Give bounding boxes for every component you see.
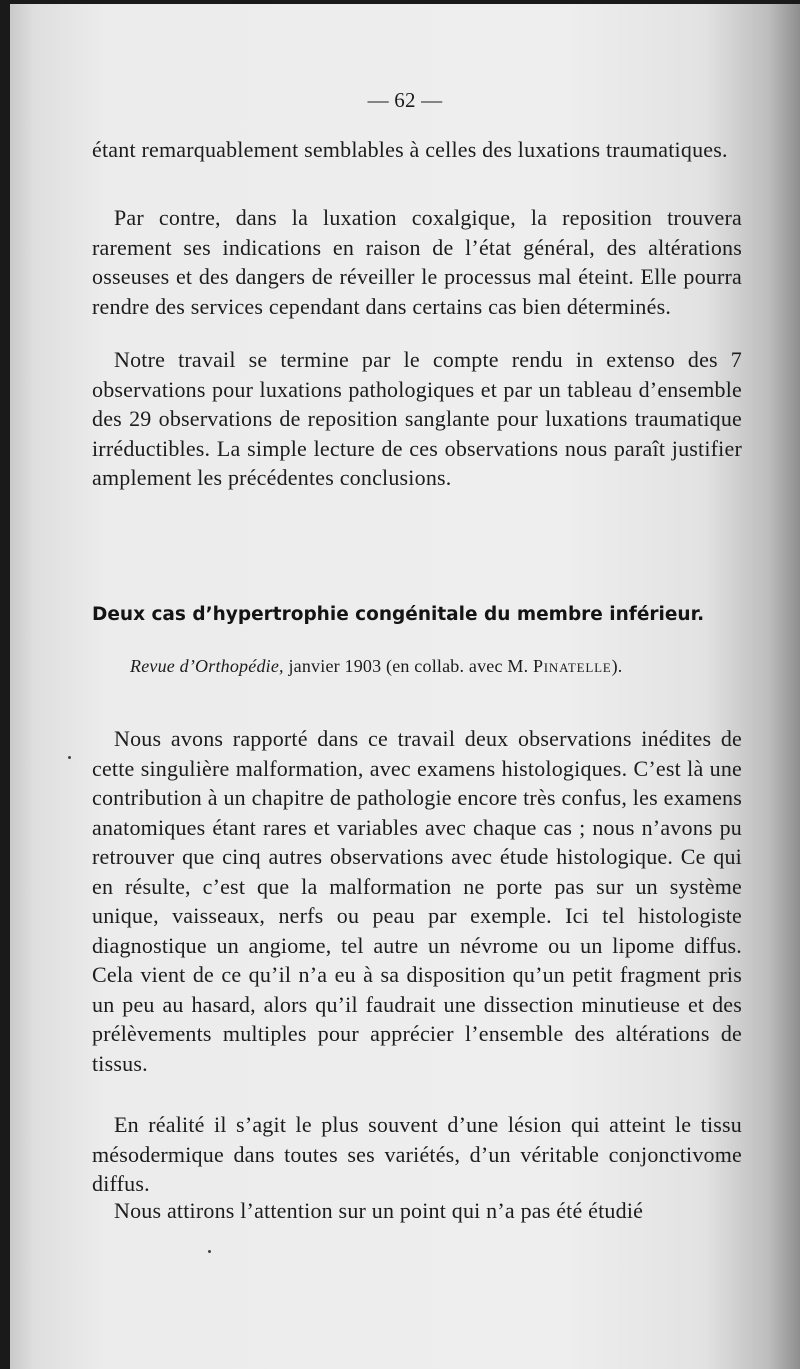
citation-journal: Revue d’Orthopédie, xyxy=(130,656,284,676)
page-number: — 62 — xyxy=(367,88,443,112)
paragraph-continuation: étant remarquablement semblables à celles des luxations traumatiques. xyxy=(92,137,728,162)
citation-closing: ). xyxy=(611,656,623,676)
ink-speck xyxy=(208,1250,211,1253)
paragraph-coxalgic-luxation: Par contre, dans la luxation coxalgique, la reposition trouvera rarement ses indications en raison de l’état général, des altérations osseuses et des dangers de réveiller le processus mal éteint. Elle pourra rendre des services cependant dans certains cas bien déterminés. xyxy=(92,205,742,319)
section-heading: Deux cas d’hypertrophie congénitale du membre inférieur. xyxy=(92,604,705,625)
paragraph-conclusion: Notre travail se termine par le compte rendu in extenso des 7 observations pour luxations pathologiques et par un tableau d’ensemble des 29 observations de reposition sanglante pour luxations traumatique irréductibles. La simple lecture de ces observations nous paraît justifier amplement les précédentes conclusions. xyxy=(92,347,742,490)
citation-details: janvier 1903 (en collab. avec M. xyxy=(288,656,529,676)
citation-author: Pinatelle xyxy=(532,656,612,676)
book-page xyxy=(10,4,800,1369)
paragraph-observations: Nous avons rapporté dans ce travail deux observations inédites de cette singulière malformation, avec examens histologiques. C’est là une contribution à un chapitre de pathologie encore très confus, les examens anatomiques étant rares et variables avec chaque cas ; nous n’avons pu retrouver que cinq autres observations avec étude histologique. Ce qui en résulte, c’est que la malformation ne porte pas sur un système unique, vaisseaux, nerfs ou peau par exemple. Ici tel histologiste diagnostique un angiome, tel autre un névrome ou un lipome diffus. Cela vient de ce qu’il n’a eu à sa disposition qu’un petit fragment pris un peu au hasard, alors qu’il faudrait une dissection minutieuse et des prélèvements multiples pour apprécier l’ensemble des altérations de tissus. xyxy=(92,726,742,1076)
paragraph-attention: Nous attirons l’attention sur un point qui n’a pas été étudié xyxy=(114,1198,644,1223)
citation xyxy=(130,656,730,677)
ink-speck xyxy=(68,756,71,759)
paragraph-mesodermic-lesion: En réalité il s’agit le plus souvent d’une lésion qui atteint le tissu mésodermique dans toutes ses variétés, d’un véritable conjonctivome diffus. xyxy=(92,1112,742,1196)
